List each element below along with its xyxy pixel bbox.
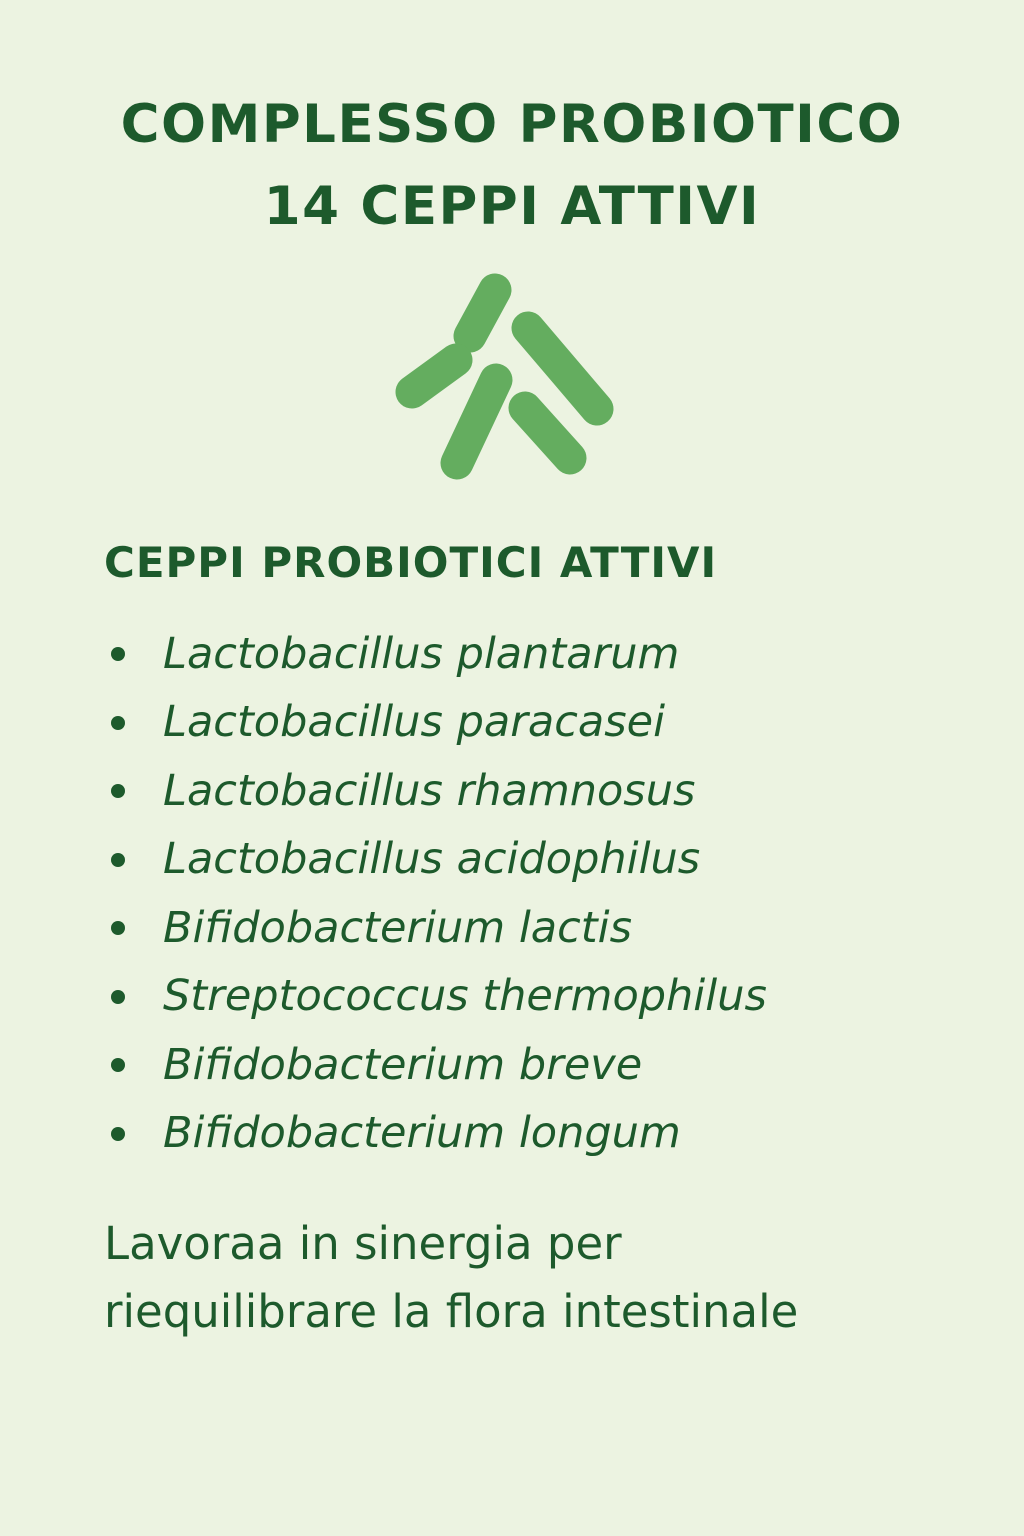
list-item xyxy=(104,620,767,689)
strain-name: Lactobacillus acidophilus xyxy=(163,834,701,885)
bullet-icon xyxy=(111,990,125,1004)
bullet-icon xyxy=(111,784,125,798)
list-item xyxy=(104,689,767,758)
section-heading: CEPPI PROBIOTICI ATTIVI xyxy=(104,538,718,587)
bullet-icon xyxy=(111,1058,125,1072)
footer-description xyxy=(104,1210,964,1346)
footer-line-2: riequilibrare la flora intestinale xyxy=(104,1285,799,1338)
bacteria-icon xyxy=(392,268,622,483)
list-item xyxy=(104,894,767,963)
bacterium-right-short xyxy=(525,408,570,458)
list-item xyxy=(104,757,767,826)
bacterium-right-long xyxy=(528,328,597,409)
title-line-1: COMPLESSO PROBIOTICO xyxy=(120,94,904,155)
page-title xyxy=(0,84,1024,248)
list-item xyxy=(104,826,767,895)
bacteria-shapes xyxy=(412,290,597,463)
bacterium-top xyxy=(470,290,495,336)
footer-line-1: Lavoraa in sinergia per xyxy=(104,1217,622,1270)
strain-name: Bifidobacterium breve xyxy=(163,1039,643,1090)
strain-list xyxy=(104,620,767,1168)
bacterium-center xyxy=(457,380,496,463)
strain-name: Bifidobacterium longum xyxy=(163,1108,681,1159)
bullet-icon xyxy=(111,716,125,730)
strain-name: Lactobacillus rhamnosus xyxy=(163,765,696,816)
strain-name: Lactobacillus paracasei xyxy=(163,697,666,748)
strain-name: Bifidobacterium lactis xyxy=(163,902,633,953)
strain-name: Lactobacillus plantarum xyxy=(163,628,680,679)
bullet-icon xyxy=(111,921,125,935)
bacterium-left xyxy=(412,360,456,392)
bullet-icon xyxy=(111,853,125,867)
list-item xyxy=(104,963,767,1032)
title-line-2: 14 CEPPI ATTIVI xyxy=(263,176,761,237)
list-item xyxy=(104,1100,767,1169)
bullet-icon xyxy=(111,647,125,661)
list-item xyxy=(104,1031,767,1100)
strain-name: Streptococcus thermophilus xyxy=(163,971,767,1022)
bullet-icon xyxy=(111,1127,125,1141)
